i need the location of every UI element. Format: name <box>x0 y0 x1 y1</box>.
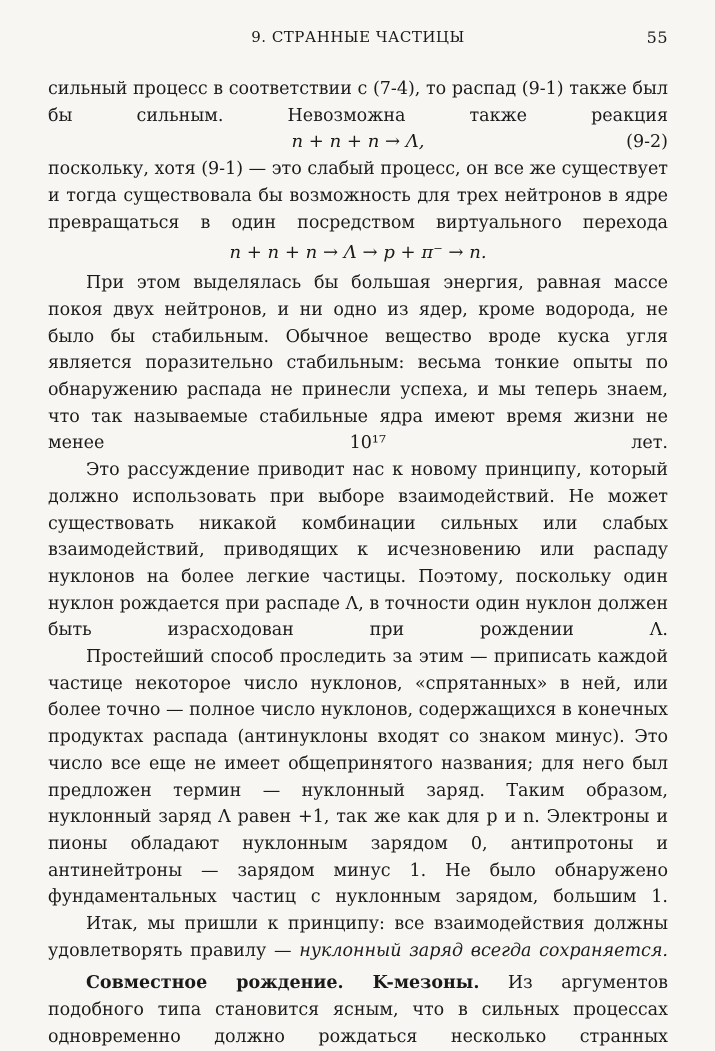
paragraph-2: поскольку, хотя (9-1) — это слабый процесс, он все же существует и тогда существовала бы возможность для трех нейтронов в ядре превращаться в один посредством виртуального перехода <box>48 159 668 233</box>
section-heading: Совместное рождение. K-мезоны. <box>86 973 480 994</box>
paragraph-6-emphasis: нуклонный заряд всегда сохраняется. <box>299 940 668 961</box>
page-number: 55 <box>646 28 668 47</box>
paragraph-3: При этом выделялась бы большая энергия, равная массе покоя двух нейтронов, и ни одно из ядер, кроме водорода, не было бы стабильным. Обычное вещество вроде куска угля является поразительно стабильным: весьма тонкие опыты по обнаружению распада не принесли успеха, и мы теперь знаем, что так называемые стабильные ядра имеют время жизни не менее 10¹⁷ лет. <box>48 273 668 454</box>
equation-virtual-transition-formula: n + n + n → Λ → p + π⁻ → n. <box>229 242 487 264</box>
paragraph-4: Это рассуждение приводит нас к новому принципу, который должно использовать при выборе взаимодействий. Не может существовать никакой комбинации сильных или слабых взаимодействий, приводящих к исчезновению или распаду нуклонов на более легкие частицы. Поэтому, поскольку один нуклон рождается при распаде Λ, в точности один нуклон должен быть израсходован при рождении Λ. <box>48 460 668 641</box>
paragraph-7-text: Из аргументов подобного типа становится ясным, что в сильных процессах одновременно должно рождаться несколько странных <box>48 973 668 1047</box>
body-text <box>48 76 668 1051</box>
equation-9-2-number: (9-2) <box>626 132 668 153</box>
paragraph-5: Простейший способ проследить за этим — приписать каждой частице некоторое число нуклонов, «спрятанных» в ней, или более точно — полное число нуклонов, содержащихся в конечных продуктах распада (антинуклоны входят со знаком минус). Это число все еще не имеет общепринятого названия; для него был предложен термин — нуклонный заряд. Таким образом, нуклонный заряд Λ равен +1, так же как для p и n. Электроны и пионы обладают нуклонным зарядом 0, антипротоны и антинейтроны — зарядом минус 1. Не было обнаружено фундаментальных частиц с нуклонным зарядом, большим 1. <box>48 647 668 908</box>
paragraph-6-text: Итак, мы пришли к принципу: все взаимодействия должны удовлетворять правилу — <box>48 914 668 961</box>
paragraph-7 <box>48 970 668 1050</box>
running-header <box>48 28 668 52</box>
paragraph-6 <box>48 911 668 964</box>
paragraph-1: сильный процесс в соответствии с (7-4), то распад (9-1) также был бы сильным. Невозможна также реакция <box>48 79 668 126</box>
equation-9-2 <box>48 129 668 156</box>
running-title: 9. СТРАННЫЕ ЧАСТИЦЫ <box>251 28 465 46</box>
equation-virtual-transition <box>48 236 668 270</box>
equation-9-2-formula: n + n + n → Λ, <box>291 131 425 153</box>
